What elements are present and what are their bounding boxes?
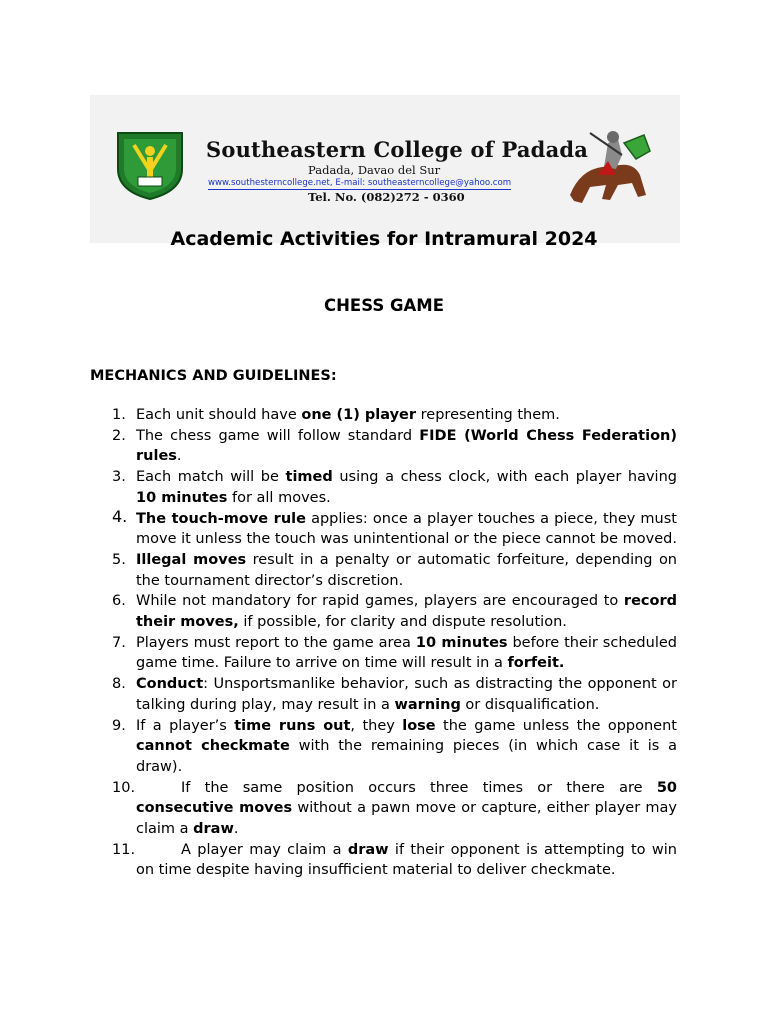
rule-text: The chess game will follow standard <box>136 427 420 444</box>
rule-text: Each match will be <box>136 469 286 486</box>
rule-item <box>90 506 677 550</box>
rule-text: . <box>176 448 182 465</box>
rule-item <box>90 405 677 426</box>
rule-number: 5. <box>112 551 126 568</box>
rule-text: if their opponent is attempting to win on time despite having insufficient material to deliver checkmate. <box>136 841 677 879</box>
rule-emphasis: The touch-move rule <box>136 510 306 527</box>
rule-item <box>90 840 677 881</box>
mechanics-heading: MECHANICS AND GUIDELINES: <box>90 368 337 384</box>
rule-number: 9. <box>112 717 126 734</box>
rule-item <box>90 550 677 591</box>
school-telephone: Tel. No. (082)272 - 0360 <box>308 190 465 204</box>
rule-text: result in a penalty or automatic forfeiture, depending on the tournament director’s discretion. <box>136 551 678 589</box>
rule-emphasis: cannot checkmate <box>136 738 290 755</box>
rule-emphasis: time runs out <box>234 717 351 734</box>
rule-item <box>90 778 677 840</box>
rule-item <box>90 633 677 674</box>
rule-emphasis: one (1) player <box>301 407 417 423</box>
rule-emphasis: draw <box>347 841 389 858</box>
rule-item <box>90 674 677 715</box>
rule-text: . <box>233 821 239 838</box>
rule-number: 4. <box>112 506 128 526</box>
rule-number: 11. <box>112 841 136 858</box>
rule-text: , they <box>350 717 403 734</box>
rule-number: 6. <box>112 593 126 610</box>
rule-emphasis: timed <box>285 469 333 486</box>
section-title: CHESS GAME <box>324 296 444 315</box>
rule-item <box>90 426 677 467</box>
school-contact: www.southesterncollege.net, E-mail: southeasterncollege@yahoo.com <box>208 178 512 188</box>
rules-list <box>90 405 677 881</box>
rule-text: without a pawn move or capture, either player may claim a <box>136 800 677 838</box>
rule-text: Each unit should have <box>136 407 302 423</box>
rule-text: the game unless the opponent <box>435 717 677 734</box>
rule-number: 8. <box>112 676 126 693</box>
rule-text: if possible, for clarity and dispute resolution. <box>238 614 567 631</box>
rule-text: or disqualification. <box>460 696 600 713</box>
rule-number: 7. <box>112 634 126 651</box>
letterhead <box>90 95 680 243</box>
rule-text: If a player’s <box>136 717 235 734</box>
rule-text: Players must report to the game area <box>136 634 416 651</box>
rule-text: While not mandatory for rapid games, players are encouraged to <box>136 593 624 610</box>
rule-emphasis: 50 consecutive moves <box>136 779 677 817</box>
rule-number: 10. <box>112 779 136 796</box>
rule-text: using a chess clock, with each player having <box>332 469 677 486</box>
rule-emphasis: FIDE (World Chess Federation) rules <box>136 427 677 465</box>
rule-text: A player may claim a <box>181 841 348 858</box>
school-seal-icon <box>114 129 186 201</box>
rule-text: for all moves. <box>227 489 331 506</box>
rule-emphasis: lose <box>402 717 436 734</box>
rule-emphasis: record their moves, <box>136 593 677 631</box>
rule-emphasis: Conduct <box>136 676 204 693</box>
rule-emphasis: 10 minutes <box>415 634 508 651</box>
rule-text: applies: once a player touches a piece, they must move it unless the touch was unintentional or the piece cannot be moved. <box>136 510 677 548</box>
school-name: Southeastern College of Padada <box>206 137 589 162</box>
rule-emphasis: 10 minutes <box>136 489 228 506</box>
rule-item <box>90 467 677 508</box>
rule-emphasis: Illegal moves <box>136 551 247 568</box>
rule-number: 3. <box>112 469 126 486</box>
rule-item <box>90 591 677 632</box>
rule-number: 2. <box>112 427 126 444</box>
rule-text: with the remaining pieces (in which case it is a draw). <box>136 738 677 775</box>
rule-text: : Unsportsmanlike behavior, such as distracting the opponent or talking during play, may result in a <box>136 676 677 713</box>
rule-number: 1. <box>112 407 126 423</box>
rule-emphasis: warning <box>394 696 461 713</box>
rule-text: before their scheduled game time. Failure to arrive on time will result in a <box>136 634 677 672</box>
document-title: Academic Activities for Intramural 2024 <box>170 228 598 250</box>
school-address: Padada, Davao del Sur <box>308 163 441 177</box>
knight-emblem-icon <box>560 125 660 210</box>
rule-emphasis: draw <box>193 821 234 838</box>
rule-text: If the same position occurs three times or there are <box>181 779 657 796</box>
rule-emphasis: forfeit. <box>507 655 565 672</box>
rule-text: representing them. <box>416 407 560 423</box>
rule-item <box>90 716 677 778</box>
